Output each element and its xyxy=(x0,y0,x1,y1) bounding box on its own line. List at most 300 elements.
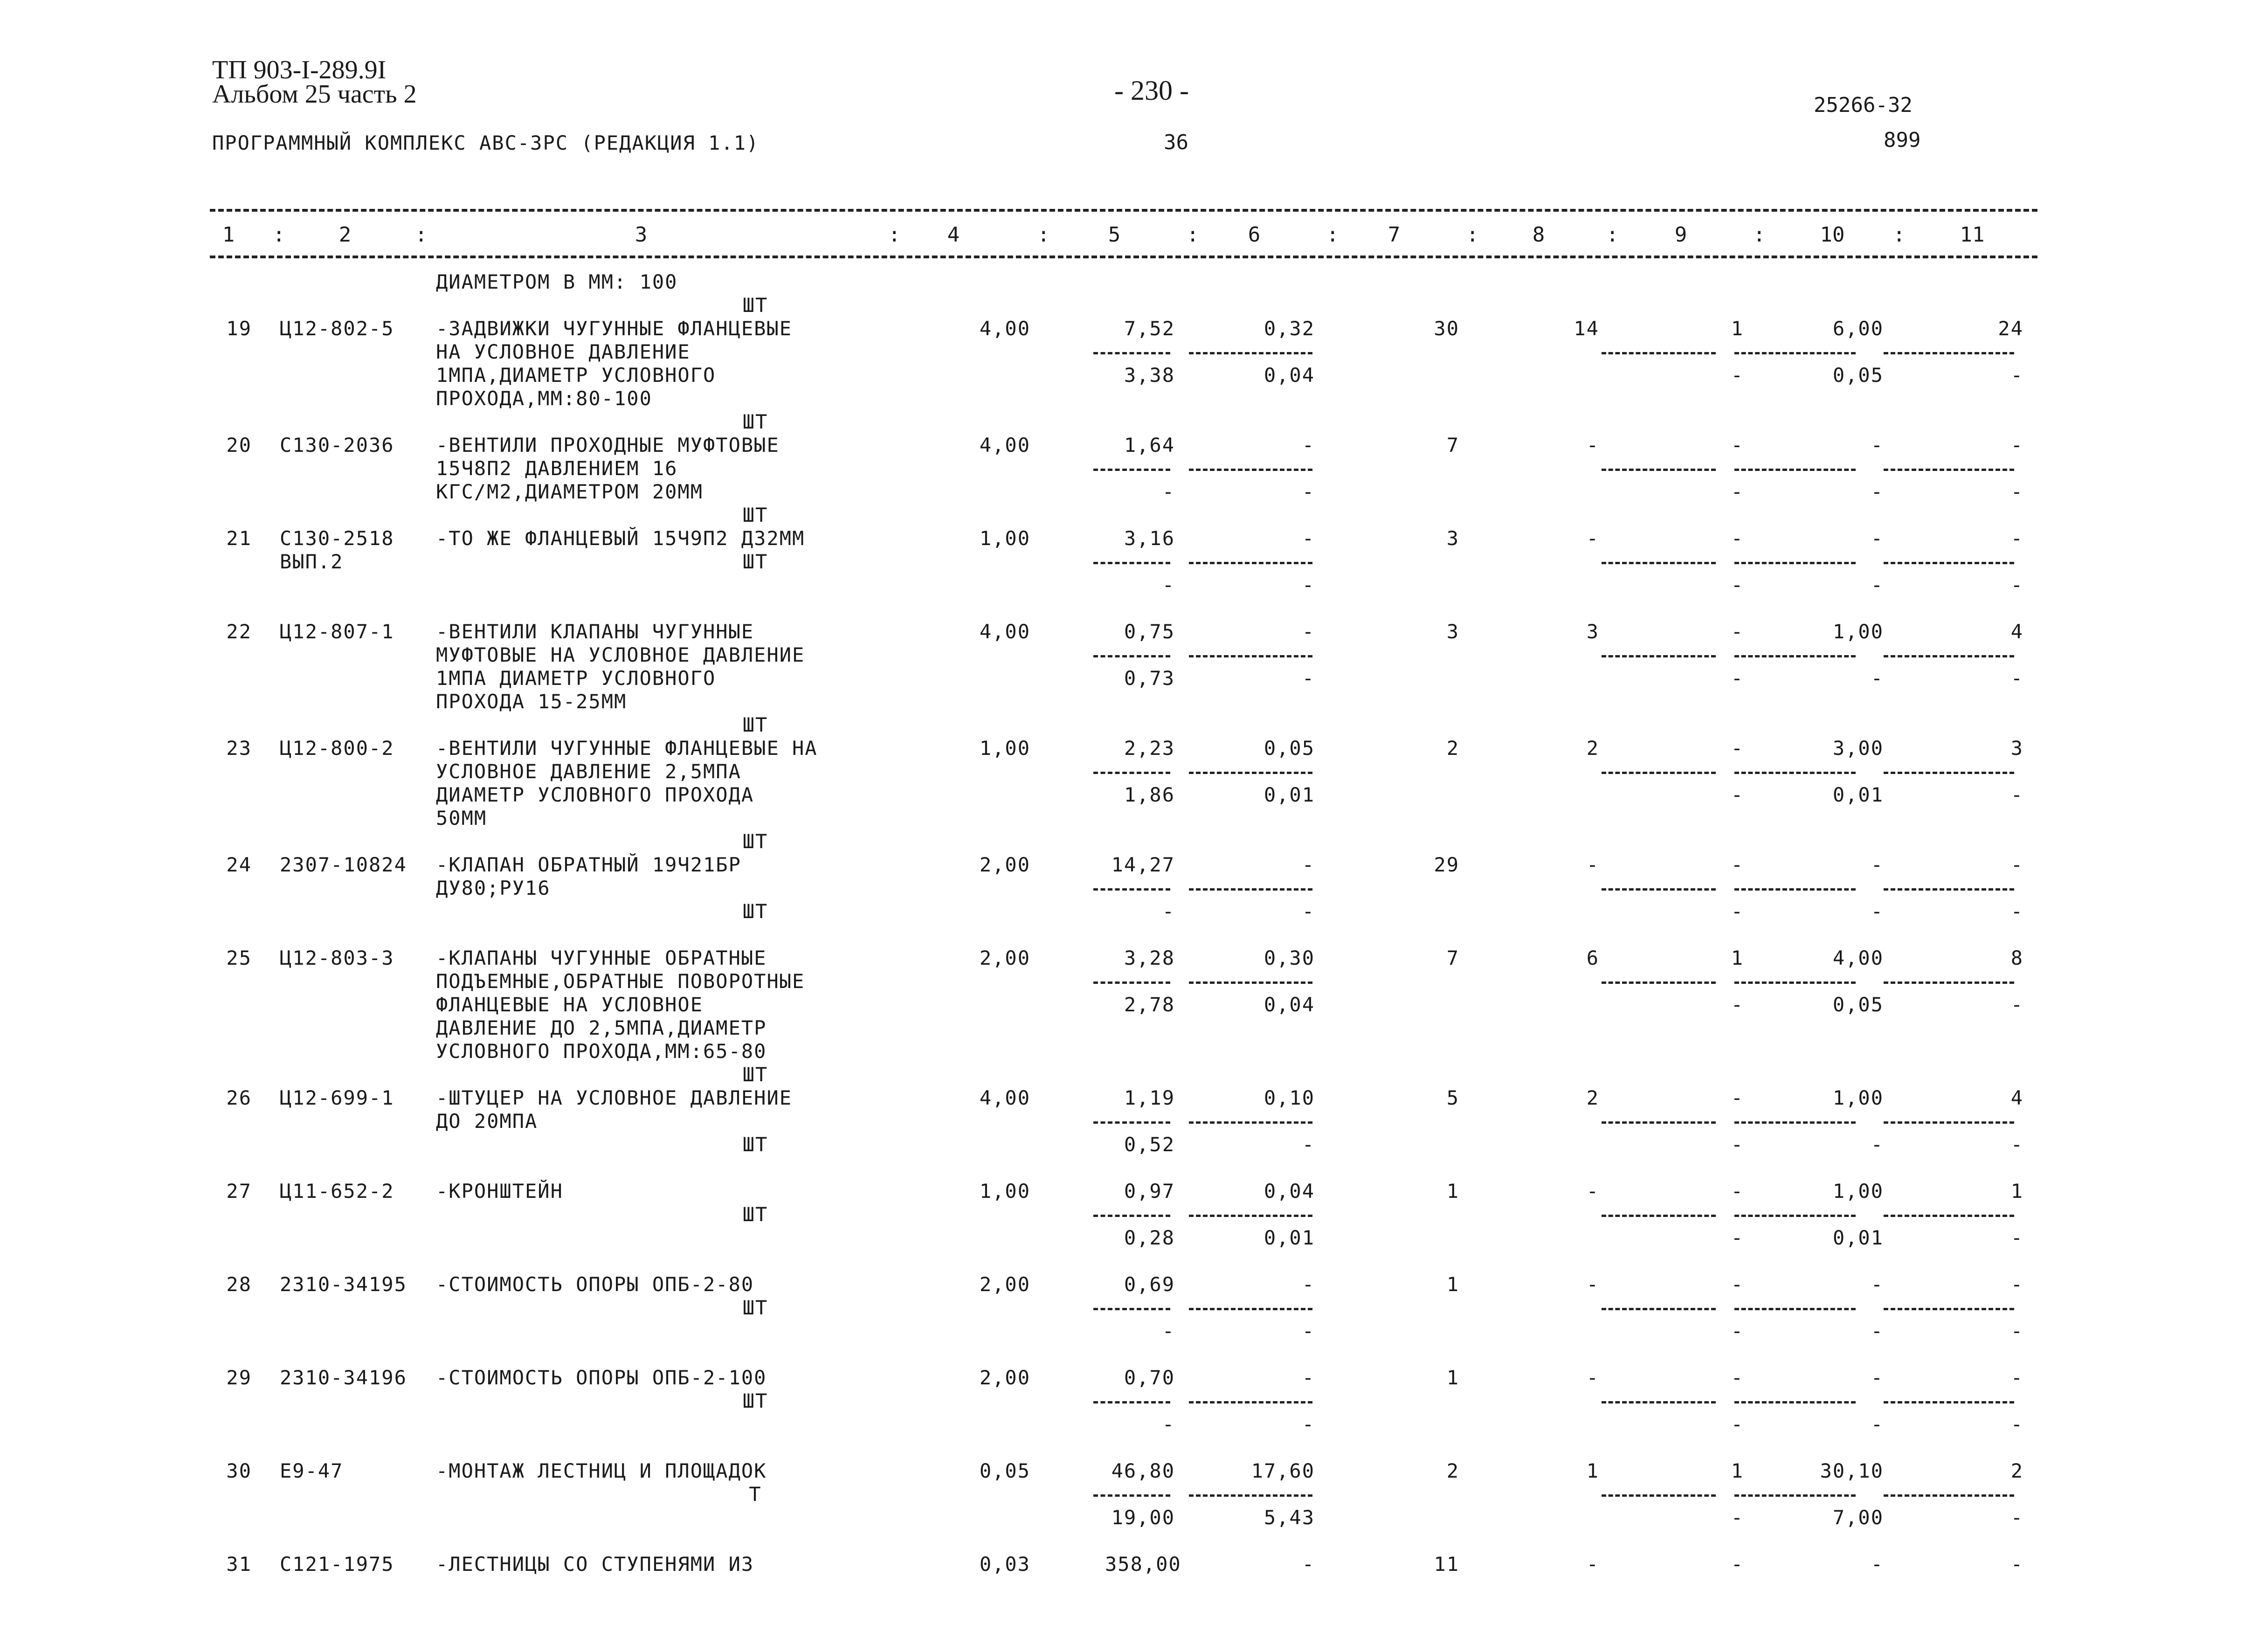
value-c6b: 0,04 xyxy=(1264,364,1315,387)
value-c7: 11 xyxy=(1434,1553,1459,1576)
subtotal-divider xyxy=(1093,655,1170,657)
value-c11: - xyxy=(2010,1273,2023,1296)
value-c5b: 0,73 xyxy=(1124,667,1175,690)
subtotal-divider xyxy=(1602,1215,1716,1217)
description-line: УСЛОВНОГО ПРОХОДА,ММ:65-80 xyxy=(436,1040,767,1063)
value-c4: 2,00 xyxy=(979,1366,1030,1389)
value-c10: - xyxy=(1871,853,1884,876)
description-line: -КРОНШТЕЙН xyxy=(436,1180,563,1203)
resource-code: 2307-10824 xyxy=(280,853,407,876)
subtotal-divider xyxy=(1734,1494,1856,1497)
description-line: 50ММ xyxy=(436,807,487,829)
value-c11b: - xyxy=(2010,1133,2023,1156)
subtotal-divider xyxy=(1189,1494,1312,1497)
unit-label: ШТ xyxy=(742,830,768,853)
value-c4: 4,00 xyxy=(979,317,1030,340)
subtotal-divider xyxy=(1884,352,2014,354)
value-c8: - xyxy=(1586,527,1599,550)
value-c5b: 0,28 xyxy=(1124,1226,1175,1249)
subtotal-divider xyxy=(1189,1308,1312,1310)
value-c4: 2,00 xyxy=(979,1273,1030,1296)
value-c5: 46,80 xyxy=(1111,1459,1175,1482)
value-c10b: - xyxy=(1871,1320,1884,1342)
column-number: 3 xyxy=(635,223,648,247)
value-c5: 1,64 xyxy=(1124,434,1175,456)
value-c6b: 5,43 xyxy=(1264,1506,1315,1529)
value-c11b: - xyxy=(2010,993,2023,1016)
value-c9b: - xyxy=(1731,1506,1744,1529)
row-number: 28 xyxy=(226,1273,252,1296)
value-c9: - xyxy=(1731,527,1744,550)
column-separator: : xyxy=(1466,223,1479,247)
value-c11b: - xyxy=(2010,1226,2023,1249)
value-c5b: 19,00 xyxy=(1111,1506,1175,1529)
value-c9: - xyxy=(1731,1180,1744,1203)
column-number: 4 xyxy=(947,223,960,247)
value-c10b: - xyxy=(1871,667,1884,690)
description-line: ПРОХОДА 15-25ММ xyxy=(436,690,627,713)
description-line: -ВЕНТИЛИ КЛАПАНЫ ЧУГУННЫЕ xyxy=(436,620,754,643)
value-c5: 0,69 xyxy=(1124,1273,1175,1296)
value-c11b: - xyxy=(2010,783,2023,806)
row-number: 24 xyxy=(226,853,252,876)
registration-number: 25266-32 xyxy=(1814,93,1913,117)
value-c11b: - xyxy=(2010,667,2023,690)
value-c9: - xyxy=(1731,853,1744,876)
value-c5: 3,16 xyxy=(1124,527,1175,550)
value-c4: 1,00 xyxy=(979,527,1030,550)
unit-label: ШТ xyxy=(742,1063,768,1086)
value-c6b: - xyxy=(1302,480,1315,503)
column-separator: : xyxy=(1187,223,1199,247)
value-c6b: - xyxy=(1302,1413,1315,1436)
subtotal-divider xyxy=(1602,352,1716,354)
value-c9: - xyxy=(1731,434,1744,456)
unit-label: ШТ xyxy=(742,1133,768,1156)
value-c10: 6,00 xyxy=(1832,317,1884,340)
value-c10: 4,00 xyxy=(1832,947,1884,969)
value-c11: 3 xyxy=(2010,737,2023,760)
column-separator: : xyxy=(1606,223,1619,247)
subtotal-divider xyxy=(1734,1401,1856,1403)
unit-label: ШТ xyxy=(742,713,768,736)
value-c4: 1,00 xyxy=(979,1180,1030,1203)
resource-code: 2310-34196 xyxy=(280,1366,407,1389)
value-c8: - xyxy=(1586,1180,1599,1203)
value-c6b: 0,04 xyxy=(1264,993,1315,1016)
subtotal-divider xyxy=(1189,772,1312,774)
value-c10: 1,00 xyxy=(1832,620,1884,643)
subtotal-divider xyxy=(1093,562,1170,564)
subtotal-divider xyxy=(1093,469,1170,471)
value-c7: 1 xyxy=(1446,1366,1459,1389)
value-c5: 358,00 xyxy=(1105,1553,1181,1576)
description-line: -ЛЕСТНИЦЫ СО СТУПЕНЯМИ ИЗ xyxy=(436,1553,754,1576)
column-separator: : xyxy=(888,223,901,247)
value-c10b: 7,00 xyxy=(1832,1506,1884,1529)
subtotal-divider xyxy=(1734,469,1856,471)
value-c11: - xyxy=(2010,1366,2023,1389)
value-c6b: - xyxy=(1302,667,1315,690)
value-c10: 1,00 xyxy=(1832,1086,1884,1109)
value-c6b: - xyxy=(1302,574,1315,596)
subtotal-divider xyxy=(1884,1494,2014,1497)
value-c10b: - xyxy=(1871,480,1884,503)
value-c6b: - xyxy=(1302,1320,1315,1342)
column-separator: : xyxy=(1037,223,1050,247)
subtotal-divider xyxy=(1734,772,1856,774)
description-line: -СТОИМОСТЬ ОПОРЫ ОПБ-2-80 xyxy=(436,1273,754,1296)
value-c9: 1 xyxy=(1731,1459,1744,1482)
subtotal-divider xyxy=(1884,1401,2014,1403)
value-c7: 1 xyxy=(1446,1273,1459,1296)
subtotal-divider xyxy=(1734,982,1856,984)
value-c7: 2 xyxy=(1446,1459,1459,1482)
value-c11: 2 xyxy=(2010,1459,2023,1482)
resource-code-note: ВЫП.2 xyxy=(280,550,344,573)
resource-code: Ц12-803-3 xyxy=(280,947,394,969)
value-c9b: - xyxy=(1731,1320,1744,1342)
value-c9b: - xyxy=(1731,1226,1744,1249)
description-line: -ШТУЦЕР НА УСЛОВНОЕ ДАВЛЕНИЕ xyxy=(436,1086,793,1109)
value-c9: 1 xyxy=(1731,317,1744,340)
value-c8: - xyxy=(1586,1273,1599,1296)
value-c8: 14 xyxy=(1574,317,1599,340)
subtotal-divider xyxy=(1734,655,1856,657)
description-line: -МОНТАЖ ЛЕСТНИЦ И ПЛОЩАДОК xyxy=(436,1459,767,1482)
table-header-rule xyxy=(210,256,2037,258)
subtotal-divider xyxy=(1734,562,1856,564)
value-c4: 4,00 xyxy=(979,1086,1030,1109)
description-line: 15Ч8П2 ДАВЛЕНИЕМ 16 xyxy=(436,457,678,480)
value-c7: 7 xyxy=(1446,947,1459,969)
subtotal-divider xyxy=(1093,1121,1170,1124)
value-c9: - xyxy=(1731,737,1744,760)
resource-code: 2310-34195 xyxy=(280,1273,407,1296)
value-c9b: - xyxy=(1731,480,1744,503)
value-c7: 5 xyxy=(1446,1086,1459,1109)
subtotal-divider xyxy=(1602,655,1716,657)
subtotal-divider xyxy=(1602,1494,1716,1497)
value-c10: - xyxy=(1871,1553,1884,1576)
value-c5b: - xyxy=(1162,574,1175,596)
subtotal-divider xyxy=(1884,1121,2014,1124)
description-line: -ТО ЖЕ ФЛАНЦЕВЫЙ 15Ч9П2 Д32ММ xyxy=(436,527,805,550)
value-c11: 4 xyxy=(2010,1086,2023,1109)
value-c9b: - xyxy=(1731,667,1744,690)
document-code: ТП 903-I-289.9I xyxy=(212,55,387,84)
subtotal-divider xyxy=(1093,1215,1170,1217)
subtotal-divider xyxy=(1884,469,2014,471)
value-c4: 2,00 xyxy=(979,947,1030,969)
description-line: -ВЕНТИЛИ ПРОХОДНЫЕ МУФТОВЫЕ xyxy=(436,434,780,456)
value-c8: - xyxy=(1586,853,1599,876)
subtotal-divider xyxy=(1189,562,1312,564)
unit-label: ШТ xyxy=(742,1203,768,1226)
row-number: 21 xyxy=(226,527,252,550)
description-line: ДУ80;РУ16 xyxy=(436,877,551,899)
description-line: -СТОИМОСТЬ ОПОРЫ ОПБ-2-100 xyxy=(436,1366,767,1389)
value-c6b: 0,01 xyxy=(1264,783,1315,806)
description-line: ДО 20МПА xyxy=(436,1110,538,1133)
subtotal-divider xyxy=(1189,1121,1312,1124)
column-number: 2 xyxy=(338,223,352,247)
value-c10: - xyxy=(1871,527,1884,550)
row-number: 26 xyxy=(226,1086,252,1109)
subtotal-divider xyxy=(1884,1215,2014,1217)
value-c7: 2 xyxy=(1446,737,1459,760)
value-c5: 3,28 xyxy=(1124,947,1175,969)
subtotal-divider xyxy=(1602,469,1716,471)
unit-label: ШТ xyxy=(742,550,768,573)
value-c9b: - xyxy=(1731,783,1744,806)
program-title: ПРОГРАММНЫЙ КОМПЛЕКС АВС-3РС (РЕДАКЦИЯ 1.1) xyxy=(212,131,760,154)
value-c8: 3 xyxy=(1586,620,1599,643)
value-c7: 30 xyxy=(1434,317,1459,340)
description-line: ДАВЛЕНИЕ ДО 2,5МПА,ДИАМЕТР xyxy=(436,1016,767,1039)
column-separator: : xyxy=(1893,223,1906,247)
value-c10b: 0,05 xyxy=(1832,364,1884,387)
column-number: 10 xyxy=(1820,223,1845,247)
description-line: УСЛОВНОЕ ДАВЛЕНИЕ 2,5МПА xyxy=(436,760,741,783)
row-number: 29 xyxy=(226,1366,252,1389)
subtotal-divider xyxy=(1734,888,1856,891)
value-c10: - xyxy=(1871,1366,1884,1389)
value-c5b: 2,78 xyxy=(1124,993,1175,1016)
resource-code: С121-1975 xyxy=(280,1553,394,1576)
unit-label: ШТ xyxy=(742,504,768,526)
value-c9b: - xyxy=(1731,364,1744,387)
value-c5: 2,23 xyxy=(1124,737,1175,760)
description-line: -КЛАПАНЫ ЧУГУННЫЕ ОБРАТНЫЕ xyxy=(436,947,767,969)
column-separator: : xyxy=(415,223,428,247)
subtotal-divider xyxy=(1602,1401,1716,1403)
value-c9b: - xyxy=(1731,1413,1744,1436)
value-c10: 30,10 xyxy=(1820,1459,1884,1482)
subtotal-divider xyxy=(1734,1121,1856,1124)
value-c6: 0,32 xyxy=(1264,317,1315,340)
value-c5: 14,27 xyxy=(1111,853,1175,876)
value-c6: - xyxy=(1302,853,1315,876)
value-c11b: - xyxy=(2010,574,2023,596)
resource-code: Ц11-652-2 xyxy=(280,1180,394,1203)
value-c5b: 1,86 xyxy=(1124,783,1175,806)
value-c9b: - xyxy=(1731,574,1744,596)
table-top-rule xyxy=(210,209,2037,212)
subtotal-divider xyxy=(1884,562,2014,564)
value-c5b: 3,38 xyxy=(1124,364,1175,387)
subtotal-divider xyxy=(1884,982,2014,984)
value-c11b: - xyxy=(2010,1506,2023,1529)
subtotal-divider xyxy=(1602,1121,1716,1124)
value-c4: 4,00 xyxy=(979,434,1030,456)
value-c10b: 0,01 xyxy=(1832,1226,1884,1249)
value-c11: - xyxy=(2010,853,2023,876)
value-c10b: 0,01 xyxy=(1832,783,1884,806)
value-c10b: - xyxy=(1871,900,1884,923)
subtotal-divider xyxy=(1884,1308,2014,1310)
description-line: -ЗАДВИЖКИ ЧУГУННЫЕ ФЛАНЦЕВЫЕ xyxy=(436,317,793,340)
subtotal-divider xyxy=(1734,1308,1856,1310)
value-c11b: - xyxy=(2010,900,2023,923)
page-number: - 230 - xyxy=(1114,75,1189,106)
value-c11: 1 xyxy=(2010,1180,2023,1203)
subtotal-divider xyxy=(1884,888,2014,891)
row-number: 19 xyxy=(226,317,252,340)
value-c11: - xyxy=(2010,1553,2023,1576)
value-c6: 0,10 xyxy=(1264,1086,1315,1109)
description-line: -КЛАПАН ОБРАТНЫЙ 19Ч21БР xyxy=(436,853,741,876)
value-c6: - xyxy=(1302,1273,1315,1296)
resource-code: Ц12-800-2 xyxy=(280,737,394,760)
resource-code: Ц12-807-1 xyxy=(280,620,394,643)
column-number: 7 xyxy=(1388,223,1401,247)
value-c6: - xyxy=(1302,620,1315,643)
value-c11: 24 xyxy=(1998,317,2023,340)
column-number: 6 xyxy=(1248,223,1261,247)
value-c8: 2 xyxy=(1586,737,1599,760)
value-c8: - xyxy=(1586,1366,1599,1389)
description-line: 1МПА ДИАМЕТР УСЛОВНОГО xyxy=(436,667,716,690)
value-c8: 1 xyxy=(1586,1459,1599,1482)
value-c9b: - xyxy=(1731,900,1744,923)
column-separator: : xyxy=(273,223,285,247)
value-c11: - xyxy=(2010,527,2023,550)
subtotal-divider xyxy=(1734,352,1856,354)
description-line: КГС/М2,ДИАМЕТРОМ 20ММ xyxy=(436,480,704,503)
value-c8: - xyxy=(1586,434,1599,456)
value-c6: - xyxy=(1302,1366,1315,1389)
value-c9: - xyxy=(1731,1086,1744,1109)
subtotal-divider xyxy=(1189,1215,1312,1217)
description-line: -ВЕНТИЛИ ЧУГУННЫЕ ФЛАНЦЕВЫЕ НА xyxy=(436,737,818,760)
subtotal-divider xyxy=(1093,352,1170,354)
value-c9b: - xyxy=(1731,993,1744,1016)
description-line: 1МПА,ДИАМЕТР УСЛОВНОГО xyxy=(436,364,716,387)
unit-label: ШТ xyxy=(742,900,768,923)
description-line: ДИАМЕТРОМ В ММ: 100 xyxy=(436,270,678,293)
subtotal-divider xyxy=(1602,982,1716,984)
value-c10: - xyxy=(1871,1273,1884,1296)
value-c6: 0,30 xyxy=(1264,947,1315,969)
value-c5b: 0,52 xyxy=(1124,1133,1175,1156)
subtotal-divider xyxy=(1602,562,1716,564)
value-c4: 2,00 xyxy=(979,853,1030,876)
column-number: 1 xyxy=(222,223,235,247)
description-line: ДИАМЕТР УСЛОВНОГО ПРОХОДА xyxy=(436,783,754,806)
value-c9: - xyxy=(1731,620,1744,643)
value-c5: 0,75 xyxy=(1124,620,1175,643)
value-c10: - xyxy=(1871,434,1884,456)
resource-code: Ц12-699-1 xyxy=(280,1086,394,1109)
value-c10b: - xyxy=(1871,1133,1884,1156)
value-c6: 0,05 xyxy=(1264,737,1315,760)
description-line: ПРОХОДА,ММ:80-100 xyxy=(436,387,652,410)
value-c5: 0,97 xyxy=(1124,1180,1175,1203)
value-c11: 8 xyxy=(2010,947,2023,969)
subtotal-divider xyxy=(1093,1308,1170,1310)
subtotal-divider xyxy=(1602,888,1716,891)
album-label: Альбом 25 часть 2 xyxy=(212,80,417,109)
value-c6b: - xyxy=(1302,1133,1315,1156)
description-line: МУФТОВЫЕ НА УСЛОВНОЕ ДАВЛЕНИЕ xyxy=(436,643,805,666)
value-c8: 6 xyxy=(1586,947,1599,969)
description-line: НА УСЛОВНОЕ ДАВЛЕНИЕ xyxy=(436,340,691,363)
column-separator: : xyxy=(1326,223,1339,247)
value-c10b: - xyxy=(1871,1413,1884,1436)
value-c10: 3,00 xyxy=(1832,737,1884,760)
subtotal-divider xyxy=(1093,1401,1170,1403)
value-c9: - xyxy=(1731,1273,1744,1296)
value-c9: - xyxy=(1731,1366,1744,1389)
value-c9: - xyxy=(1731,1553,1744,1576)
value-c5b: - xyxy=(1162,1413,1175,1436)
row-number: 20 xyxy=(226,434,252,456)
value-c11b: - xyxy=(2010,480,2023,503)
value-c4: 4,00 xyxy=(979,620,1030,643)
description-line: ФЛАНЦЕВЫЕ НА УСЛОВНОЕ xyxy=(436,993,704,1016)
resource-code: Е9-47 xyxy=(280,1459,344,1482)
value-c7: 3 xyxy=(1446,620,1459,643)
row-number: 23 xyxy=(226,737,252,760)
unit-label: ШТ xyxy=(742,294,768,317)
value-c7: 29 xyxy=(1434,853,1459,876)
subtotal-divider xyxy=(1189,888,1312,891)
value-c4: 1,00 xyxy=(979,737,1030,760)
subtotal-divider xyxy=(1093,1494,1170,1497)
row-number: 25 xyxy=(226,947,252,969)
row-number: 27 xyxy=(226,1180,252,1203)
subtotal-divider xyxy=(1602,1308,1716,1310)
value-c6: - xyxy=(1302,434,1315,456)
sheet-total: 899 xyxy=(1884,128,1921,152)
value-c5b: - xyxy=(1162,900,1175,923)
subtotal-divider xyxy=(1189,469,1312,471)
value-c6b: 0,01 xyxy=(1264,1226,1315,1249)
subtotal-divider xyxy=(1189,982,1312,984)
value-c11: - xyxy=(2010,434,2023,456)
value-c5: 1,19 xyxy=(1124,1086,1175,1109)
value-c5b: - xyxy=(1162,480,1175,503)
resource-code: Ц12-802-5 xyxy=(280,317,394,340)
value-c9: 1 xyxy=(1731,947,1744,969)
resource-code: С130-2518 xyxy=(280,527,394,550)
subtotal-divider xyxy=(1189,1401,1312,1403)
subtotal-divider xyxy=(1093,982,1170,984)
value-c10: 1,00 xyxy=(1832,1180,1884,1203)
value-c8: 2 xyxy=(1586,1086,1599,1109)
column-number: 9 xyxy=(1674,223,1687,247)
resource-code: С130-2036 xyxy=(280,434,394,456)
value-c11b: - xyxy=(2010,1413,2023,1436)
value-c11b: - xyxy=(2010,364,2023,387)
value-c5: 7,52 xyxy=(1124,317,1175,340)
column-number: 5 xyxy=(1108,223,1121,247)
value-c4: 0,05 xyxy=(979,1459,1030,1482)
subtotal-divider xyxy=(1093,888,1170,891)
row-number: 31 xyxy=(226,1553,252,1576)
unit-label: ШТ xyxy=(742,1296,768,1319)
value-c4: 0,03 xyxy=(979,1553,1030,1576)
subtotal-divider xyxy=(1189,352,1312,354)
value-c7: 1 xyxy=(1446,1180,1459,1203)
column-number: 8 xyxy=(1532,223,1545,247)
column-number: 11 xyxy=(1960,223,1985,247)
value-c10b: 0,05 xyxy=(1832,993,1884,1016)
value-c7: 7 xyxy=(1446,434,1459,456)
value-c6b: - xyxy=(1302,900,1315,923)
column-separator: : xyxy=(1753,223,1766,247)
